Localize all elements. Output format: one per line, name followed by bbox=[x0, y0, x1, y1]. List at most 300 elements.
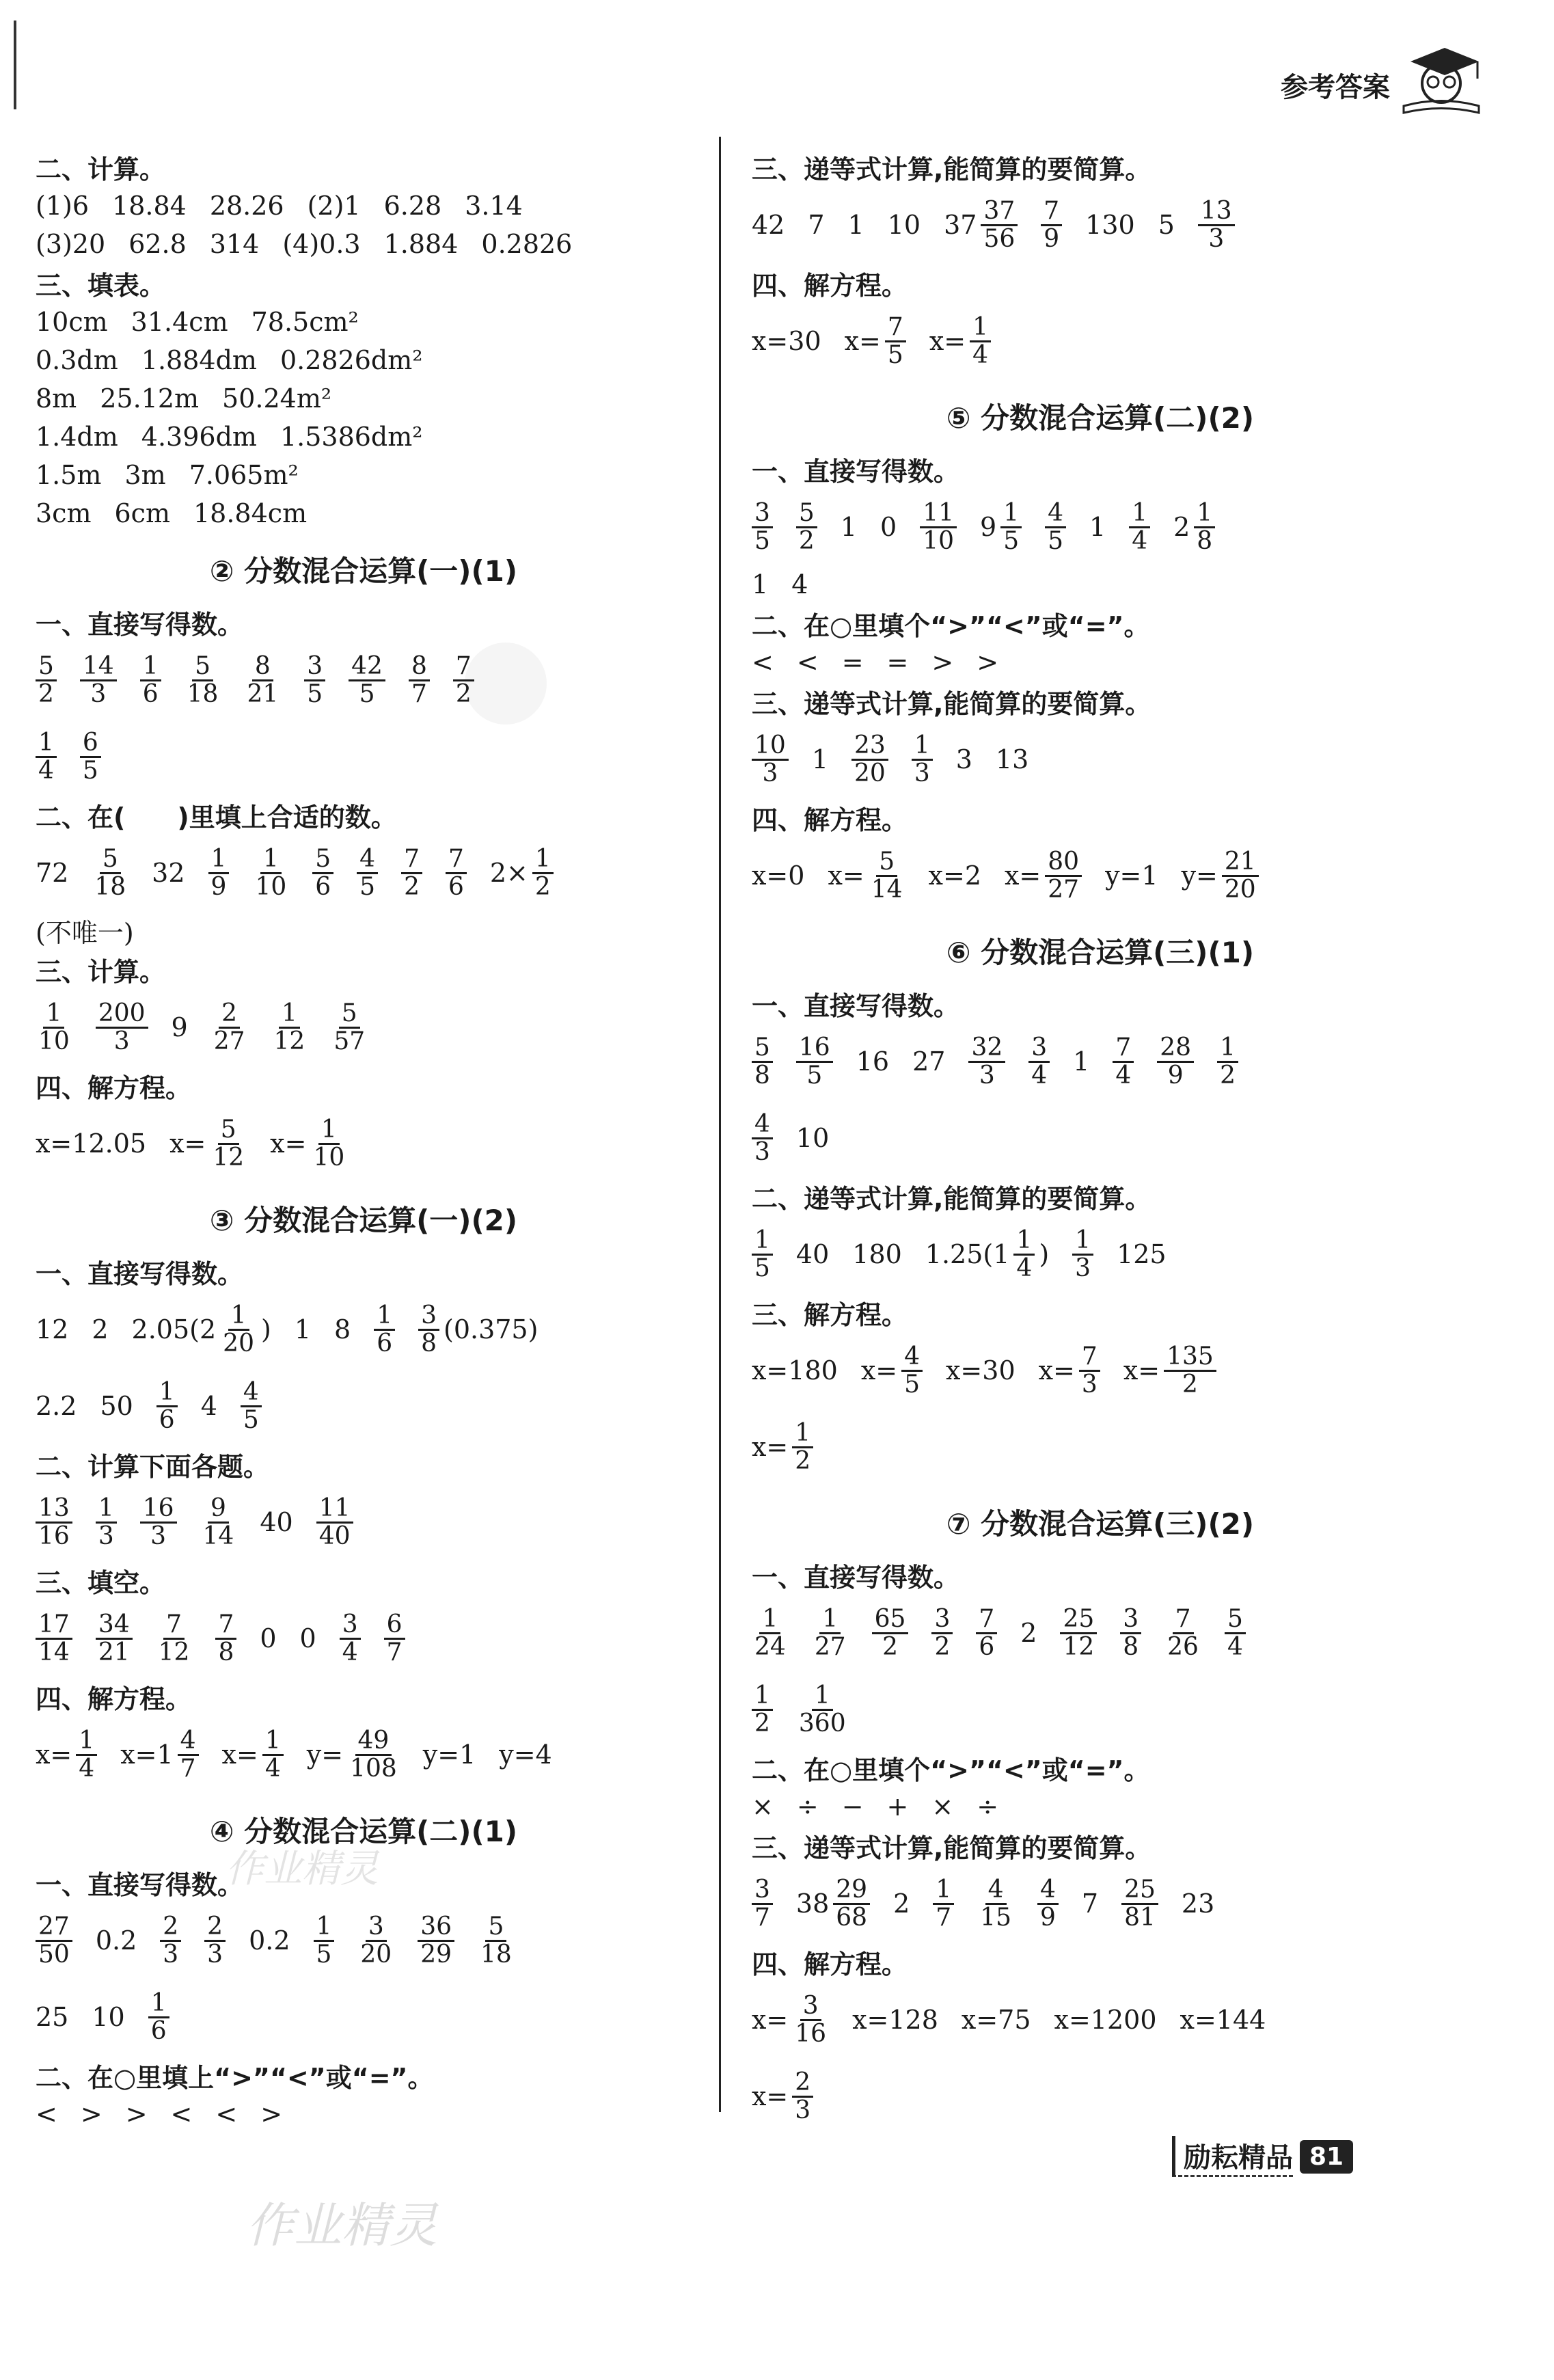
answer-value: 8 bbox=[334, 1314, 351, 1344]
answer-row bbox=[36, 1105, 692, 1182]
section-heading: 二、递等式计算,能简算的要简算。 bbox=[752, 1183, 1151, 1214]
fraction bbox=[970, 314, 991, 368]
denominator: 8 bbox=[754, 1061, 770, 1090]
denominator: 21 bbox=[98, 1638, 130, 1666]
fraction bbox=[140, 1493, 177, 1550]
fraction bbox=[409, 653, 430, 707]
answer-mixed bbox=[1173, 500, 1215, 554]
fraction bbox=[92, 846, 128, 900]
answer-value: x=2 bbox=[928, 861, 981, 891]
answer-value: ÷ bbox=[796, 1791, 819, 1822]
fraction bbox=[96, 1612, 133, 1666]
answer-row bbox=[36, 642, 692, 718]
denominator: 24 bbox=[754, 1632, 786, 1661]
fraction bbox=[96, 1001, 148, 1055]
footer-brand: 励耘精品 bbox=[1172, 2136, 1293, 2177]
answer-value: y=4 bbox=[499, 1740, 552, 1770]
fraction bbox=[1222, 849, 1259, 903]
denominator: 14 bbox=[38, 1638, 70, 1666]
answer-value: > bbox=[977, 647, 999, 677]
numerator: 5 bbox=[100, 846, 121, 874]
numerator: 2 bbox=[204, 1914, 226, 1942]
denominator: 15 bbox=[980, 1903, 1011, 1932]
numerator: 1 bbox=[148, 1990, 169, 2018]
denominator: 4 bbox=[264, 1754, 281, 1783]
answer-value: 25 bbox=[36, 2002, 69, 2032]
answer-value: 78.5cm² bbox=[251, 307, 359, 337]
answer-row bbox=[36, 187, 692, 225]
exercise-title: ② 分数混合运算(一)(1) bbox=[209, 554, 518, 588]
header-title: 参考答案 bbox=[1281, 72, 1390, 103]
fraction bbox=[211, 1001, 248, 1055]
answer-row bbox=[752, 1100, 1449, 1176]
answer-prefix: x= bbox=[860, 1355, 898, 1385]
answer-mixed bbox=[925, 1228, 1049, 1282]
answer-prefix: x= bbox=[221, 1740, 258, 1770]
numerator: 1 bbox=[260, 846, 282, 874]
fraction bbox=[1225, 1606, 1246, 1660]
denominator: 2 bbox=[795, 1446, 811, 1475]
numerator: 37 bbox=[981, 198, 1018, 226]
answer-mixed bbox=[36, 1728, 97, 1782]
answer-row bbox=[36, 718, 692, 795]
answer-value: 6.28 bbox=[383, 191, 442, 221]
numerator: 7 bbox=[215, 1612, 236, 1640]
fraction bbox=[357, 1914, 394, 1968]
fraction bbox=[200, 1493, 237, 1550]
denominator: 2 bbox=[38, 679, 54, 708]
numerator: 1 bbox=[759, 1606, 780, 1634]
numerator: 1 bbox=[140, 653, 161, 681]
numerator: 23 bbox=[851, 733, 888, 761]
denominator: 108 bbox=[350, 1754, 397, 1783]
section-heading: 三、填表。 bbox=[36, 270, 166, 301]
answer-mixed bbox=[120, 1728, 198, 1782]
fraction bbox=[1217, 1035, 1238, 1089]
section-heading: 一、直接写得数。 bbox=[752, 1562, 960, 1593]
numerator: 9 bbox=[208, 1496, 229, 1524]
answer-row bbox=[752, 565, 1449, 604]
numerator: 11 bbox=[920, 500, 957, 528]
denominator: 20 bbox=[223, 1329, 254, 1357]
answer-mixed bbox=[307, 1728, 400, 1782]
answer-value: 10cm bbox=[36, 307, 108, 337]
answer-row bbox=[36, 835, 692, 911]
fraction bbox=[314, 1914, 335, 1968]
answer-suffix: ) bbox=[1039, 1239, 1050, 1269]
denominator: 18 bbox=[187, 679, 219, 708]
answer-prefix: y= bbox=[1181, 861, 1218, 891]
denominator: 5 bbox=[316, 1940, 332, 1969]
answer-mixed bbox=[752, 1993, 829, 2047]
numerator: 7 bbox=[1113, 1035, 1134, 1063]
numerator: 65 bbox=[872, 1606, 909, 1634]
denominator: 10 bbox=[313, 1143, 345, 1172]
numerator: 3 bbox=[800, 1993, 821, 2021]
answer-value: (不唯一) bbox=[36, 917, 134, 948]
numerator: 3 bbox=[366, 1914, 387, 1942]
fraction bbox=[1041, 198, 1062, 252]
answer-value: 0.2 bbox=[249, 1925, 290, 1956]
denominator: 8 bbox=[1197, 526, 1213, 555]
numerator: 4 bbox=[1037, 1877, 1059, 1905]
fraction bbox=[532, 846, 554, 900]
answer-value: < bbox=[752, 647, 774, 677]
denominator: 10 bbox=[923, 526, 954, 555]
section-heading: 三、递等式计算,能简算的要简算。 bbox=[752, 688, 1151, 719]
numerator: 1 bbox=[819, 1606, 841, 1634]
denominator: 2 bbox=[534, 872, 551, 901]
answer-value: x=30 bbox=[946, 1355, 1015, 1385]
answer-value: 31.4cm bbox=[131, 307, 228, 337]
section-heading: 四、解方程。 bbox=[752, 1949, 908, 1979]
denominator: 27 bbox=[814, 1632, 846, 1661]
denominator: 20 bbox=[1224, 875, 1256, 904]
fraction bbox=[304, 653, 325, 707]
denominator: 3 bbox=[1208, 224, 1225, 253]
numerator: 5 bbox=[485, 1914, 506, 1942]
answer-value: < bbox=[215, 2099, 238, 2129]
numerator: 1 bbox=[792, 1420, 813, 1448]
numerator: 7 bbox=[976, 1606, 997, 1634]
answer-value: 0 bbox=[880, 512, 897, 542]
answer-mixed bbox=[980, 500, 1022, 554]
fraction bbox=[96, 1493, 117, 1550]
denominator: 360 bbox=[798, 1709, 846, 1737]
left-edge-bar bbox=[14, 21, 16, 109]
section-heading: 一、直接写得数。 bbox=[36, 1869, 244, 1900]
section-heading: 二、在○里填个“>”“<”或“=”。 bbox=[752, 1755, 1150, 1785]
denominator: 7 bbox=[180, 1754, 196, 1783]
answer-value: 6cm bbox=[114, 498, 170, 528]
denominator: 5 bbox=[1048, 526, 1063, 555]
section-heading: 一、直接写得数。 bbox=[752, 456, 960, 487]
section-heading: 三、填空。 bbox=[36, 1567, 166, 1598]
answer-prefix: 2 bbox=[1173, 512, 1190, 542]
answer-value: x=12.05 bbox=[36, 1128, 147, 1159]
answer-row bbox=[36, 911, 692, 949]
answer-value: 7.065m² bbox=[189, 460, 299, 490]
answer-prefix: 2× bbox=[489, 858, 528, 888]
fraction bbox=[262, 1728, 284, 1782]
answer-prefix: x= bbox=[169, 1128, 206, 1159]
denominator: 14 bbox=[202, 1522, 234, 1550]
answer-value: − bbox=[841, 1791, 864, 1822]
numerator: 32 bbox=[968, 1035, 1005, 1063]
answer-value: × bbox=[752, 1791, 774, 1822]
answer-value: × bbox=[931, 1791, 954, 1822]
numerator: 3 bbox=[752, 1877, 773, 1905]
numerator: 4 bbox=[901, 1344, 923, 1372]
denominator: 4 bbox=[38, 756, 54, 785]
denominator: 3 bbox=[754, 1137, 770, 1166]
section-heading: 三、递等式计算,能简算的要简算。 bbox=[752, 1833, 1151, 1863]
numerator: 2 bbox=[792, 2070, 813, 2098]
denominator: 5 bbox=[359, 679, 375, 708]
answer-prefix: x= bbox=[752, 1432, 789, 1462]
answer-prefix: x= bbox=[1038, 1355, 1075, 1385]
denominator: 6 bbox=[315, 872, 331, 901]
denominator: 6 bbox=[979, 1632, 995, 1661]
denominator: 6 bbox=[448, 872, 464, 901]
answer-prefix: x= bbox=[828, 861, 864, 891]
answer-value: y=1 bbox=[422, 1740, 476, 1770]
answer-row bbox=[36, 494, 692, 532]
page-number: 81 bbox=[1300, 2140, 1353, 2174]
fraction bbox=[1037, 1877, 1059, 1931]
denominator: 18 bbox=[94, 872, 126, 901]
fraction bbox=[271, 1001, 308, 1055]
numerator: 1 bbox=[933, 1877, 954, 1905]
fraction bbox=[872, 1606, 909, 1660]
numerator: 10 bbox=[752, 733, 789, 761]
fraction bbox=[1194, 500, 1215, 554]
fraction bbox=[869, 849, 905, 903]
denominator: 2 bbox=[798, 526, 815, 555]
fraction bbox=[36, 1001, 72, 1055]
numerator: 1 bbox=[374, 1303, 395, 1331]
fraction bbox=[310, 1117, 347, 1171]
fraction bbox=[1157, 1035, 1194, 1089]
answer-suffix: (0.375) bbox=[444, 1314, 539, 1344]
fraction bbox=[752, 1606, 789, 1660]
answer-value: 72 bbox=[36, 858, 69, 888]
fraction bbox=[478, 1914, 515, 1968]
answer-value: x=30 bbox=[752, 326, 821, 356]
denominator: 9 bbox=[1039, 1903, 1056, 1932]
section-heading: 一、直接写得数。 bbox=[36, 609, 244, 640]
fraction bbox=[1198, 198, 1235, 252]
fraction bbox=[1045, 849, 1082, 903]
denominator: 7 bbox=[386, 1638, 403, 1666]
answer-value: 18.84cm bbox=[193, 498, 308, 528]
numerator: 13 bbox=[1198, 198, 1235, 226]
answer-value: 16 bbox=[856, 1046, 890, 1077]
section-heading: 四、解方程。 bbox=[752, 804, 908, 835]
answer-value: 1.4dm bbox=[36, 422, 118, 452]
denominator: 3 bbox=[1081, 1370, 1098, 1398]
section-heading: 二、在( )里填上合适的数。 bbox=[36, 802, 397, 833]
numerator: 1 bbox=[318, 1117, 340, 1145]
denominator: 5 bbox=[806, 1061, 823, 1090]
fraction bbox=[912, 733, 933, 787]
answer-row bbox=[752, 1787, 1449, 1826]
fraction bbox=[312, 846, 333, 900]
fraction bbox=[1000, 500, 1022, 554]
answer-value: 3cm bbox=[36, 498, 92, 528]
answer-value: (1)6 bbox=[36, 191, 90, 221]
fraction bbox=[1121, 1877, 1158, 1931]
denominator: 27 bbox=[1048, 875, 1080, 904]
answer-row bbox=[752, 1595, 1449, 1671]
numerator: 7 bbox=[885, 314, 906, 342]
denominator: 3 bbox=[914, 759, 930, 787]
numerator: 28 bbox=[1157, 1035, 1194, 1063]
fraction bbox=[204, 1914, 226, 1968]
denominator: 3 bbox=[98, 1522, 114, 1550]
fraction bbox=[885, 314, 906, 368]
fraction bbox=[752, 1111, 773, 1165]
denominator: 8 bbox=[1123, 1632, 1139, 1661]
numerator: 3 bbox=[931, 1606, 953, 1634]
numerator: 29 bbox=[833, 1877, 870, 1905]
numerator: 7 bbox=[1173, 1606, 1194, 1634]
answer-value: 180 bbox=[852, 1239, 902, 1269]
answer-prefix: 38 bbox=[795, 1889, 830, 1919]
answer-value: 18.84 bbox=[112, 191, 187, 221]
denominator: 9 bbox=[1044, 224, 1060, 253]
denominator: 2 bbox=[1220, 1061, 1236, 1090]
fraction bbox=[36, 1493, 72, 1550]
answer-value: 1 bbox=[294, 1314, 311, 1344]
answer-row bbox=[752, 1216, 1449, 1293]
answer-row bbox=[752, 1409, 1449, 1485]
exercise-title: ⑤ 分数混合运算(二)(2) bbox=[946, 401, 1255, 435]
numerator: 1 bbox=[1129, 500, 1150, 528]
numerator: 5 bbox=[752, 1035, 773, 1063]
answer-prefix: x= bbox=[1005, 861, 1041, 891]
column-divider bbox=[719, 137, 721, 2112]
answer-value: x=144 bbox=[1180, 2005, 1266, 2035]
fraction bbox=[1129, 500, 1150, 554]
numerator: 16 bbox=[140, 1496, 177, 1524]
answer-row bbox=[752, 187, 1449, 263]
denominator: 7 bbox=[411, 679, 427, 708]
fraction bbox=[446, 846, 467, 900]
left-column bbox=[36, 147, 692, 2133]
fraction bbox=[401, 846, 422, 900]
answer-row bbox=[36, 1368, 692, 1444]
denominator: 7 bbox=[754, 1903, 770, 1932]
answer-value: 5 bbox=[1158, 210, 1175, 240]
numerator: 25 bbox=[1060, 1606, 1097, 1634]
fraction bbox=[252, 846, 289, 900]
answer-value: > bbox=[125, 2099, 148, 2129]
denominator: 3 bbox=[979, 1061, 995, 1090]
fraction bbox=[384, 1612, 405, 1666]
answer-mixed bbox=[929, 314, 991, 368]
fraction bbox=[241, 1379, 262, 1433]
denominator: 50 bbox=[38, 1940, 70, 1969]
answer-value: = bbox=[841, 647, 864, 677]
answer-prefix: 2.05(2 bbox=[131, 1314, 217, 1344]
numerator: 34 bbox=[96, 1612, 133, 1640]
answer-value: 0.2 bbox=[95, 1925, 137, 1956]
answer-value: 1 bbox=[811, 744, 828, 774]
section-heading: 二、在○里填个“>”“<”或“=”。 bbox=[752, 610, 1150, 641]
watermark-text-upper: 作业精灵 bbox=[226, 1847, 379, 1891]
fraction bbox=[1072, 1228, 1093, 1282]
answer-value: 12 bbox=[36, 1314, 69, 1344]
numerator: 36 bbox=[418, 1914, 454, 1942]
answer-value: 9 bbox=[171, 1012, 188, 1042]
numerator: 4 bbox=[985, 1877, 1007, 1905]
numerator: 5 bbox=[1225, 1606, 1246, 1634]
answer-row bbox=[752, 837, 1449, 914]
answer-value: > bbox=[260, 2099, 283, 2129]
answer-value: < bbox=[796, 647, 819, 677]
answer-row bbox=[752, 721, 1449, 798]
answer-value: < bbox=[170, 2099, 193, 2129]
numerator: 1 bbox=[752, 1683, 773, 1711]
denominator: 5 bbox=[359, 872, 376, 901]
denominator: 12 bbox=[213, 1143, 245, 1172]
answer-value: 4.396dm bbox=[141, 422, 257, 452]
fraction bbox=[76, 1728, 97, 1782]
mascot-reading-icon bbox=[1397, 41, 1486, 116]
fraction bbox=[140, 653, 161, 707]
numerator: 1 bbox=[752, 1228, 773, 1256]
answer-value: 4 bbox=[791, 569, 808, 599]
numerator: 5 bbox=[312, 846, 333, 874]
numerator: 7 bbox=[1079, 1344, 1100, 1372]
denominator: 5 bbox=[82, 756, 98, 785]
fraction bbox=[792, 1420, 813, 1474]
section-heading: 四、解方程。 bbox=[36, 1683, 192, 1714]
denominator: 21 bbox=[247, 679, 279, 708]
fraction bbox=[374, 1303, 395, 1357]
answer-value: 0.2826 bbox=[481, 229, 573, 259]
answer-mixed bbox=[169, 1117, 247, 1171]
fraction bbox=[36, 1612, 72, 1666]
denominator: 18 bbox=[480, 1940, 512, 1969]
numerator: 5 bbox=[36, 653, 57, 681]
fraction bbox=[357, 846, 378, 900]
fraction bbox=[796, 500, 817, 554]
exercise-title: ⑥ 分数混合运算(三)(1) bbox=[946, 936, 1255, 969]
answer-suffix: ) bbox=[260, 1314, 271, 1344]
answer-value: 23 bbox=[1181, 1889, 1215, 1919]
denominator: 3 bbox=[795, 2096, 811, 2124]
fraction bbox=[244, 653, 281, 707]
answer-row bbox=[36, 1291, 692, 1368]
numerator: 1 bbox=[36, 730, 57, 758]
section-heading: 二、计算。 bbox=[36, 154, 166, 185]
answer-value: 7 bbox=[1081, 1889, 1099, 1919]
denominator: 10 bbox=[38, 1027, 70, 1055]
answer-row bbox=[36, 1979, 692, 2055]
numerator: 1 bbox=[43, 1001, 64, 1029]
answer-value: (2)1 bbox=[307, 191, 361, 221]
denominator: 5 bbox=[1003, 526, 1020, 555]
answer-value: 10 bbox=[795, 1123, 830, 1153]
fraction bbox=[752, 1683, 773, 1737]
fraction bbox=[1079, 1344, 1100, 1398]
fraction bbox=[981, 198, 1018, 252]
numerator: 4 bbox=[1045, 500, 1066, 528]
answer-prefix: x= bbox=[929, 326, 966, 356]
numerator: 7 bbox=[453, 653, 474, 681]
fraction bbox=[185, 653, 221, 707]
answer-mixed bbox=[222, 1728, 284, 1782]
fraction bbox=[178, 1728, 199, 1782]
numerator: 200 bbox=[96, 1001, 148, 1029]
answer-value: 3.14 bbox=[465, 191, 523, 221]
answer-value: 13 bbox=[995, 744, 1029, 774]
denominator: 3 bbox=[150, 1522, 167, 1550]
answer-row bbox=[36, 989, 692, 1066]
fraction bbox=[833, 1877, 870, 1931]
fraction bbox=[316, 1493, 353, 1550]
numerator: 3 bbox=[340, 1612, 361, 1640]
exercise-title: ④ 分数混合运算(二)(1) bbox=[209, 1815, 518, 1848]
denominator: 4 bbox=[1227, 1632, 1243, 1661]
denominator: 8 bbox=[421, 1329, 437, 1357]
answer-mixed bbox=[132, 1303, 271, 1357]
numerator: 3 bbox=[418, 1303, 439, 1331]
answer-row bbox=[36, 225, 692, 263]
fraction bbox=[418, 1914, 454, 1968]
